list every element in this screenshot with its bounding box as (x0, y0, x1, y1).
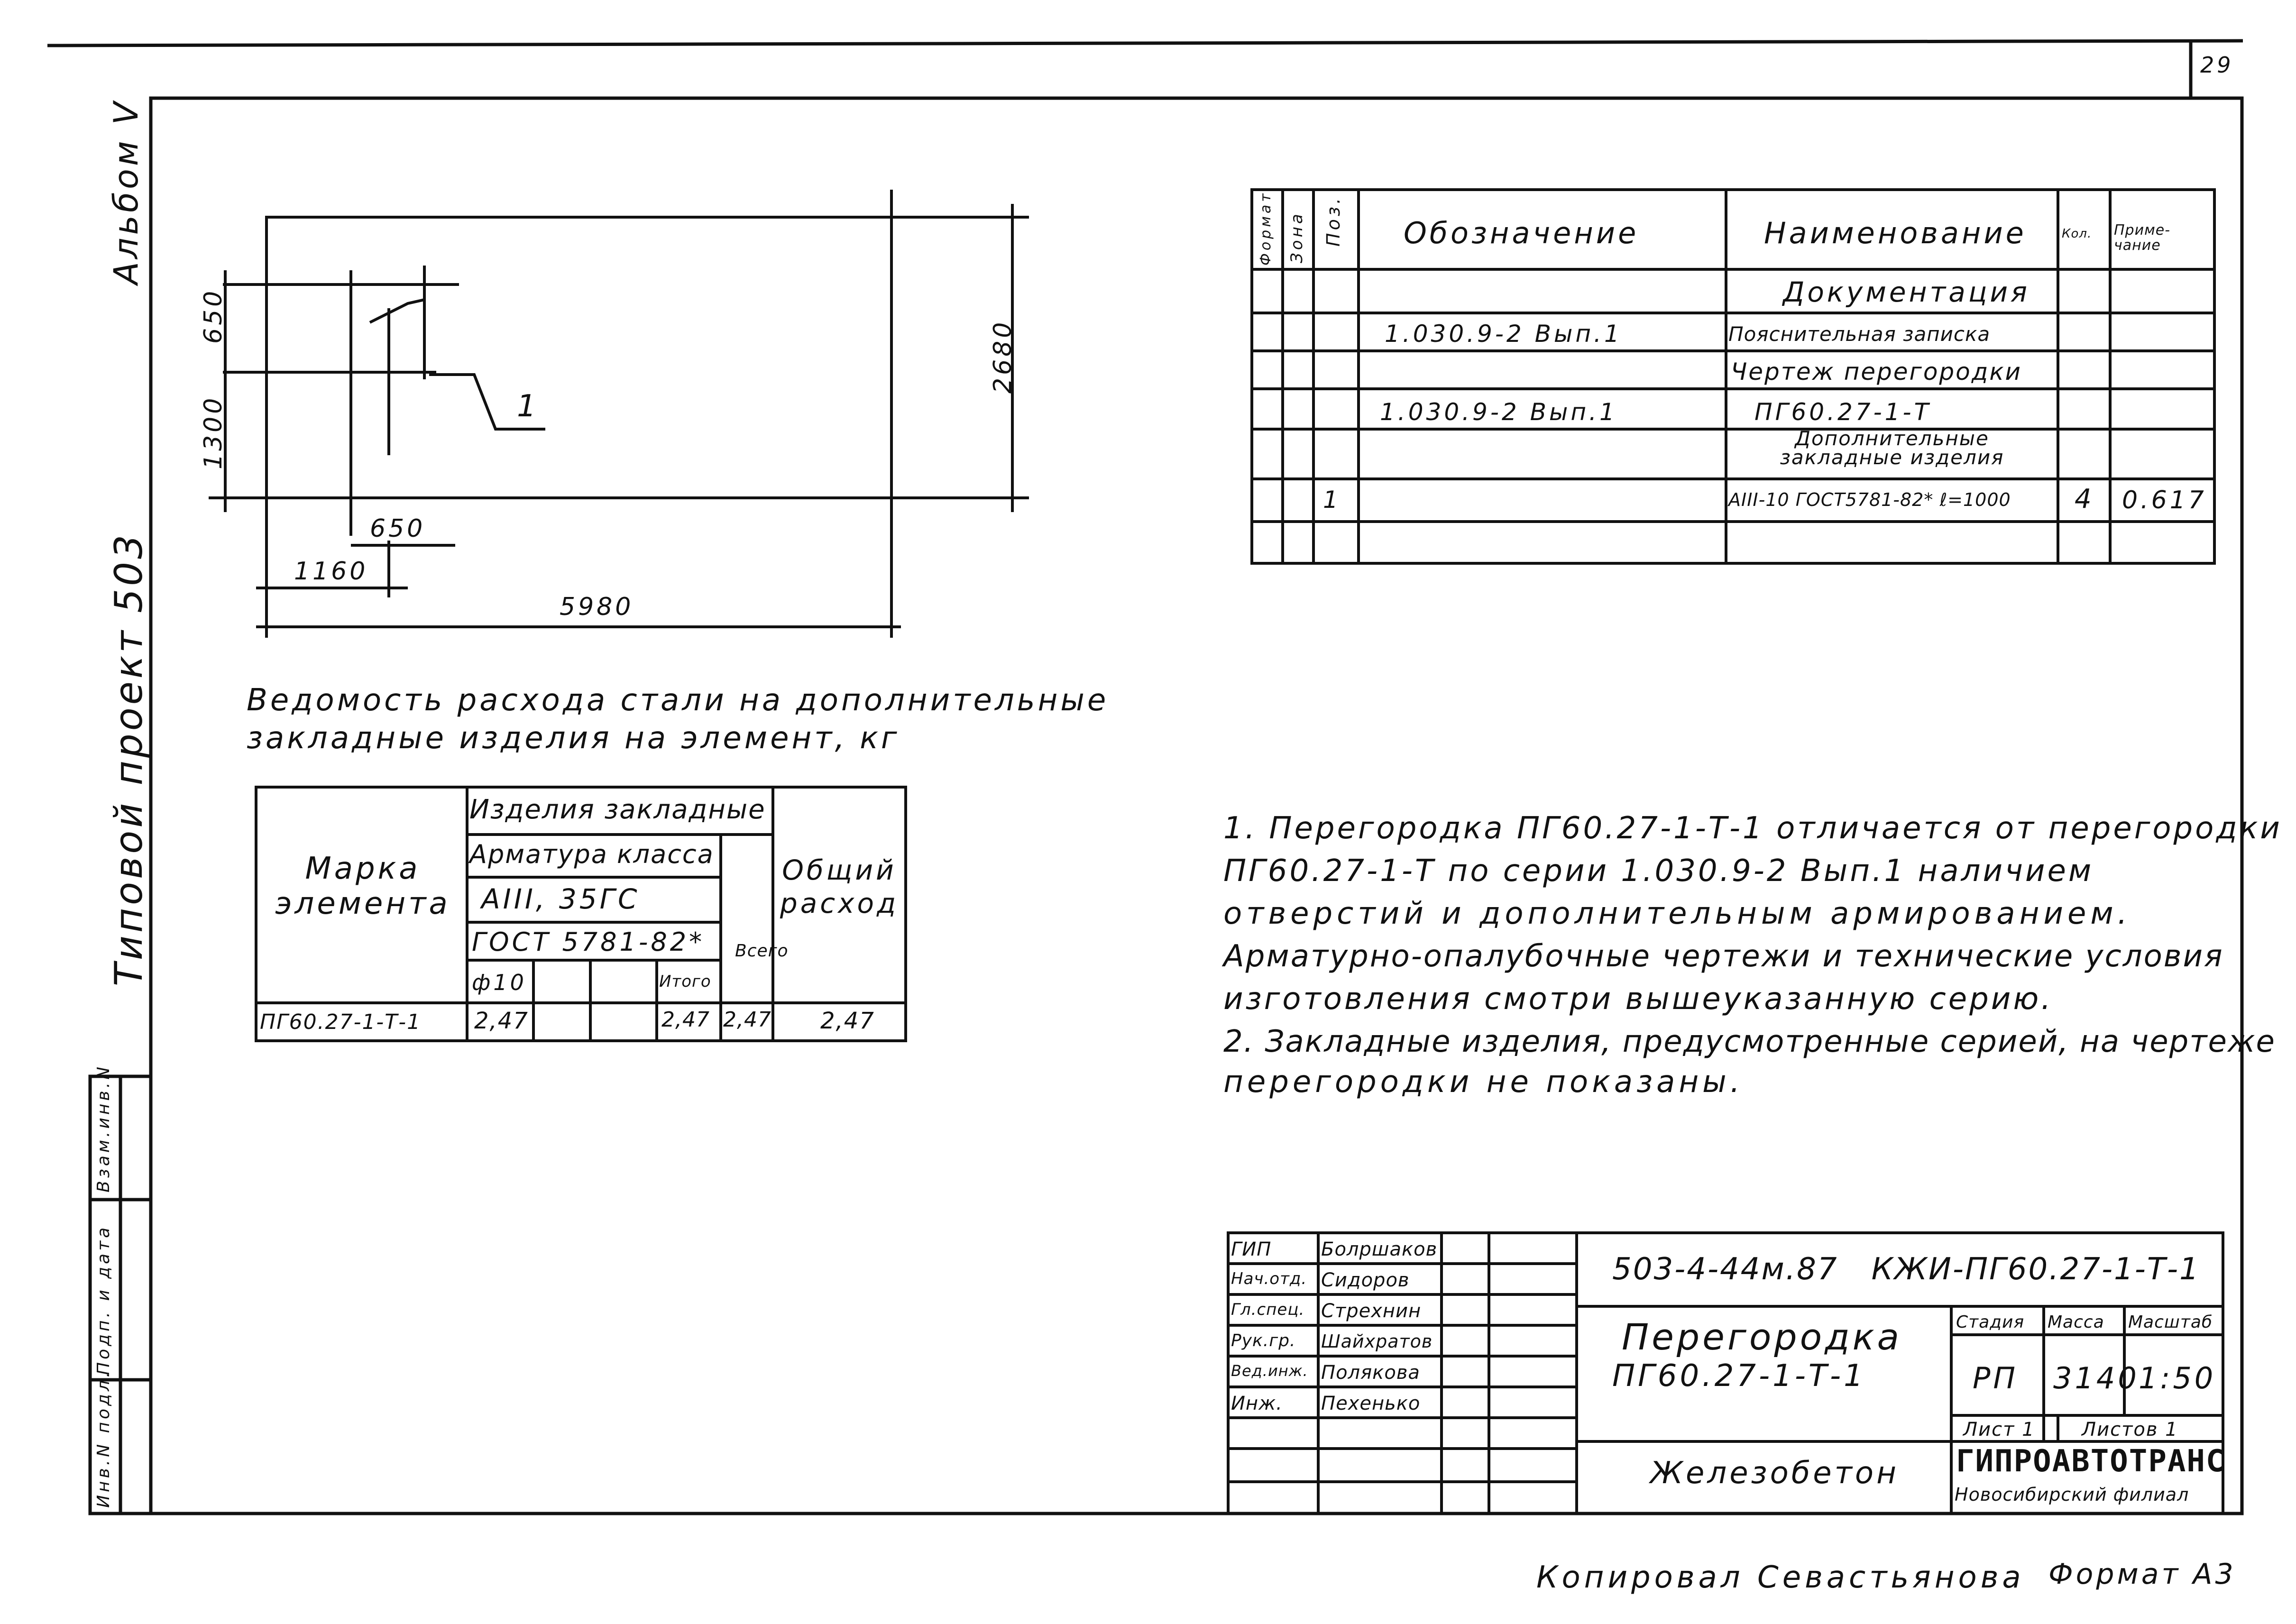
note-line-6: 2. Закладные изделия, предусмотренные серией, на чертеже (1223, 1024, 2276, 1059)
tb-title-line2: ПГ60.27-1-Т-1 (1612, 1358, 1866, 1394)
tb-name-5: Полякова (1321, 1362, 1420, 1384)
steel-gost: ГОСТ 5781-82* (472, 927, 705, 957)
tb-name-6: Пехенько (1321, 1393, 1421, 1414)
tb-name-3: Стрехнин (1321, 1300, 1422, 1322)
steel-row-itogo: 2,47 (661, 1008, 710, 1032)
tb-mass: 3140 (2053, 1361, 2140, 1395)
tb-scale: 1:50 (2139, 1361, 2216, 1395)
tb-role-6: Инж. (1231, 1393, 1283, 1414)
note-line-3: отверстий и дополнительным армированием. (1223, 896, 2131, 931)
tb-stage-label: Стадия (1956, 1312, 2025, 1332)
tb-role-2: Нач.отд. (1231, 1269, 1307, 1288)
spec-header-name: Наименование (1764, 216, 2027, 250)
tb-scale-label: Масштаб (2128, 1312, 2213, 1332)
spec-row-5-qty: 4 (2075, 484, 2094, 514)
tb-material: Железобетон (1650, 1456, 1899, 1491)
spec-row-3-designation: 1.030.9-2 Вып.1 (1380, 398, 1617, 426)
spec-header-format: Формат (1258, 191, 1274, 266)
tb-mass-label: Масса (2048, 1312, 2104, 1332)
spec-row-2-name: Чертеж перегородки (1731, 358, 2022, 385)
tb-title-line1: Перегородка (1622, 1316, 1902, 1358)
note-line-2: ПГ60.27-1-Т по серии 1.030.9-2 Вып.1 наличием (1223, 853, 2094, 889)
steel-col-mark: Марка элемента (275, 851, 450, 921)
sheet-number: 29 (2200, 52, 2234, 78)
steel-row-d10: 2,47 (474, 1008, 529, 1034)
spec-row-5-note: 0.617 (2122, 486, 2207, 514)
spec-row-5-name: АIII-10 ГОСТ5781-82* ℓ=1000 (1728, 489, 2011, 510)
steel-title-line1: Ведомость расхода стали на дополнительные (247, 683, 1109, 718)
steel-group-header: Изделия закладные (469, 794, 766, 825)
spec-row-1-name: Пояснительная записка (1728, 322, 1991, 346)
spec-row-5-pos: 1 (1323, 486, 1341, 514)
note-line-4: Арматурно-опалубочные чертежи и технические условия (1223, 939, 2224, 974)
note-line-5: изготовления смотри вышеуказанную серию. (1223, 982, 2053, 1017)
tb-name-4: Шайхратов (1321, 1331, 1433, 1352)
dim-opening-width: 650 (370, 514, 426, 543)
format-label: Формат А3 (2048, 1558, 2236, 1591)
marker-label: 1 (517, 389, 539, 424)
tb-org-name: ГИПРОАВТОТРАНС (1956, 1444, 2225, 1479)
steel-row-overall: 2,47 (820, 1008, 875, 1034)
dim-opening-offset-x: 1160 (294, 557, 368, 586)
dim-opening-offset-y: 1300 (199, 395, 228, 469)
spec-header-designation: Обозначение (1404, 216, 1639, 250)
tb-code: 503-4-44м.87 КЖИ-ПГ60.27-1-Т-1 (1612, 1252, 2200, 1287)
dim-opening-height: 650 (199, 288, 228, 344)
tb-sheet-label: Лист 1 (1963, 1419, 2035, 1440)
tb-role-4: Рук.гр. (1231, 1331, 1296, 1350)
spec-header-zone: Зона (1287, 211, 1306, 263)
spec-header-qty: Кол. (2062, 227, 2092, 241)
steel-col-total: Всего (735, 941, 789, 961)
project-label: Типовой проект 503 (107, 532, 151, 986)
dim-overall-height: 2680 (989, 319, 1017, 394)
spec-section-docs: Документация (1783, 276, 2030, 308)
tb-name-2: Сидоров (1321, 1269, 1410, 1291)
spec-header-note: Приме-чание (2114, 222, 2171, 254)
copied-by: Копировал Севастьянова (1536, 1560, 2025, 1595)
spec-row-3-name: ПГ60.27-1-Т (1754, 398, 1932, 426)
dim-overall-length: 5980 (560, 593, 634, 621)
steel-title-line2: закладные изделия на элемент, кг (247, 721, 900, 756)
tb-role-5: Вед.инж. (1231, 1362, 1308, 1380)
steel-col-itogo: Итого (659, 972, 711, 991)
stamp-replaces-inv: Взам.инв.N (94, 1064, 113, 1193)
steel-sub-header: Арматура класса (469, 839, 714, 869)
stamp-signature-date: Подп. и дата (94, 1224, 113, 1375)
steel-col-overall: Общий расход (780, 854, 899, 919)
note-line-1: 1. Перегородка ПГ60.27-1-Т-1 отличается от перегородки (1223, 811, 2282, 846)
tb-name-1: Болршаков (1321, 1239, 1438, 1260)
steel-col-d10: ф10 (472, 970, 527, 995)
tb-org-branch: Новосибирский филиал (1955, 1484, 2189, 1505)
spec-row-4-name: Дополнительные закладные изделия (1780, 427, 2004, 469)
tb-stage: РП (1973, 1361, 2019, 1395)
note-line-7: перегородки не показаны. (1223, 1064, 1744, 1100)
steel-row-mark: ПГ60.27-1-Т-1 (260, 1010, 422, 1034)
spec-header-pos: Поз. (1323, 195, 1344, 247)
steel-row-total: 2,47 (723, 1008, 771, 1032)
stamp-inv-original: Инв.N подл. (94, 1369, 113, 1508)
album-label: Альбом V (107, 99, 146, 284)
steel-class-value: АIII, 35ГС (481, 883, 640, 915)
tb-role-1: ГИП (1231, 1239, 1272, 1260)
spec-row-1-designation: 1.030.9-2 Вып.1 (1385, 320, 1622, 348)
tb-sheets-label: Листов 1 (2082, 1419, 2178, 1440)
tb-role-3: Гл.спец. (1231, 1300, 1305, 1319)
